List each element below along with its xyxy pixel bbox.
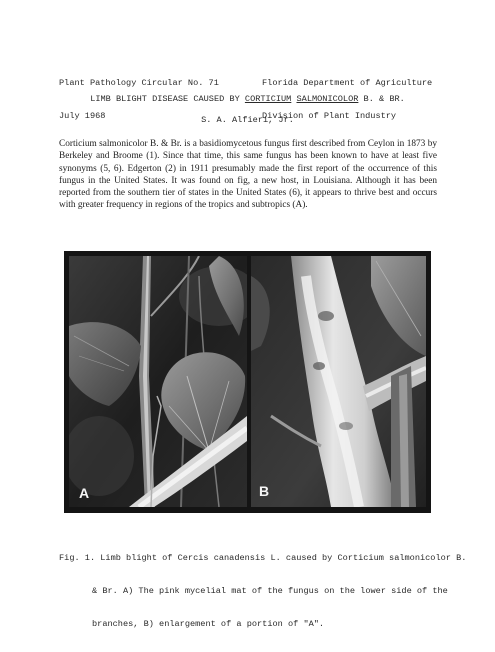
document-title [0,94,495,105]
circular-date: July 1968 [59,111,106,121]
panel-label-b: B [259,483,270,499]
limb-blight-photo-a [69,256,247,507]
limb-blight-photo-b [251,256,426,507]
title-prefix: LIMB BLIGHT DISEASE CAUSED BY [90,94,245,104]
figure-caption [59,531,466,652]
photo-panel-b [251,256,426,507]
photo-panel-a [69,256,247,507]
figure-photo [64,251,431,513]
caption-line-3: branches, B) enlargement of a portion of "A". [92,619,325,629]
author-name: S. A. Alfieri, Jr. [201,115,294,125]
circular-number: Plant Pathology Circular No. 71 [59,78,219,88]
department-name: Florida Department of Agriculture [262,78,433,88]
panel-label-a: A [79,485,90,501]
title-suffix: B. & BR. [358,94,405,104]
title-genus: CORTICIUM [244,94,292,104]
title-species: SALMONICOLOR [296,94,359,104]
caption-line-1: Fig. 1. Limb blight of Cercis canadensis L. caused by Corticium salmonicolor B. [59,553,467,563]
intro-paragraph: Corticium salmonicolor B. & Br. is a basidiomycetous fungus first described from Ceylon in 1873 by Berkeley and Broome (1). Since that time, this same fungus has been known to have at least five synonyms (5, 6). Edgerton (2) in 1911 presumably made the first report of the occurrence of this fungus in the United States. It was found on fig, a new host, in Louisiana. Although it has been reported from the southern tier of states in the United States (6), it appears to thrive best and occurs with greater frequency in regions of the tropics and subtropics (A). [59,139,437,211]
division-name: Division of Plant Industry [262,111,397,121]
caption-line-2: & Br. A) The pink mycelial mat of the fungus on the lower side of the [92,586,448,596]
